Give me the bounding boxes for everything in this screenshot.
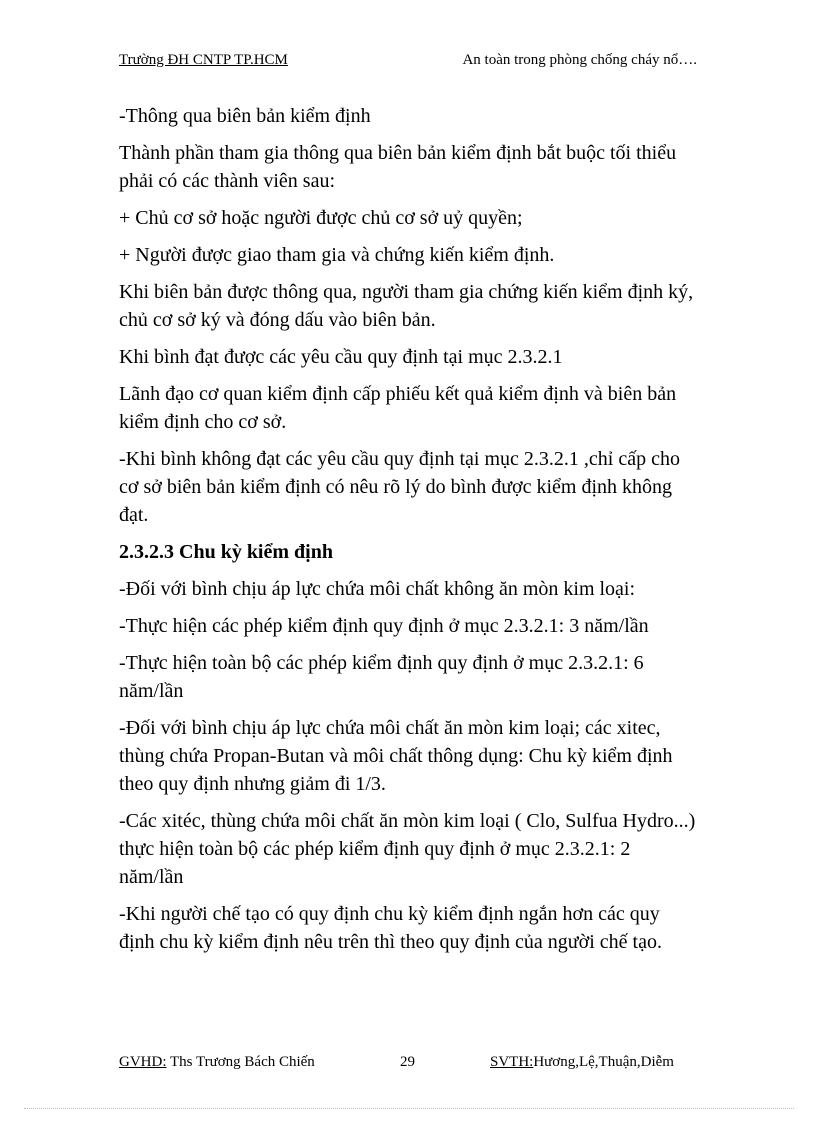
page-footer (119, 1054, 699, 1076)
footer-students-label: SVTH: (490, 1054, 534, 1070)
header-school: Trường ĐH CNTP TP.HCM (119, 52, 288, 68)
paragraph: -Khi bình không đạt các yêu cầu quy định tại mục 2.3.2.1 ,chỉ cấp cho cơ sở biên bản kiểm định có nêu rõ lý do bình được kiểm định không đạt. (119, 448, 680, 526)
paragraph: + Chủ cơ sở hoặc người được chủ cơ sở uỷ quyền; (119, 207, 523, 229)
header-title: An toàn trong phòng chống cháy nổ…. (462, 52, 697, 68)
page-body (119, 102, 699, 965)
paragraph: Khi bình đạt được các yêu cầu quy định tại mục 2.3.2.1 (119, 346, 563, 368)
footer-students (490, 1054, 674, 1071)
paragraph: -Các xitéc, thùng chứa môi chất ăn mòn kim loại ( Clo, Sulfua Hydro...) thực hiện toàn bộ các phép kiểm định quy định ở mục 2.3.2.1: 2 năm/lần (119, 810, 696, 888)
footer-advisor-name: Ths Trương Bách Chiến (166, 1054, 315, 1070)
footer-students-names: Hương,Lệ,Thuận,Diễm (533, 1054, 674, 1070)
paragraph: -Thực hiện các phép kiểm định quy định ở mục 2.3.2.1: 3 năm/lần (119, 615, 649, 637)
paragraph: -Đối với bình chịu áp lực chứa môi chất không ăn mòn kim loại: (119, 578, 636, 600)
page-header (119, 52, 701, 74)
paragraph: + Người được giao tham gia và chứng kiến kiểm định. (119, 244, 555, 266)
paragraph: -Đối với bình chịu áp lực chứa môi chất ăn mòn kim loại; các xitec, thùng chứa Propan-Butan và môi chất thông dụng: Chu kỳ kiểm định theo quy định nhưng giảm đi 1/3. (119, 717, 673, 795)
footer-advisor (119, 1054, 315, 1071)
paragraph: Thành phần tham gia thông qua biên bản kiểm định bắt buộc tối thiểu phải có các thành viên sau: (119, 142, 677, 192)
paragraph: -Thông qua biên bản kiểm định (119, 105, 371, 127)
page-number: 29 (400, 1054, 415, 1070)
paragraph: Khi biên bản được thông qua, người tham gia chứng kiến kiểm định ký, chủ cơ sở ký và đóng dấu vào biên bản. (119, 281, 694, 331)
paragraph: -Khi người chế tạo có quy định chu kỳ kiểm định ngắn hơn các quy định chu kỳ kiểm định nêu trên thì theo quy định của người chế tạo. (119, 903, 662, 953)
paragraph: -Thực hiện toàn bộ các phép kiểm định quy định ở mục 2.3.2.1: 6 năm/lần (119, 652, 644, 702)
section-heading: 2.3.2.3 Chu kỳ kiểm định (119, 541, 333, 563)
footer-advisor-label: GVHD: (119, 1054, 167, 1070)
paragraph: Lãnh đạo cơ quan kiểm định cấp phiếu kết quả kiểm định và biên bản kiểm định cho cơ sở. (119, 383, 677, 433)
page-boundary-divider (24, 1108, 794, 1109)
